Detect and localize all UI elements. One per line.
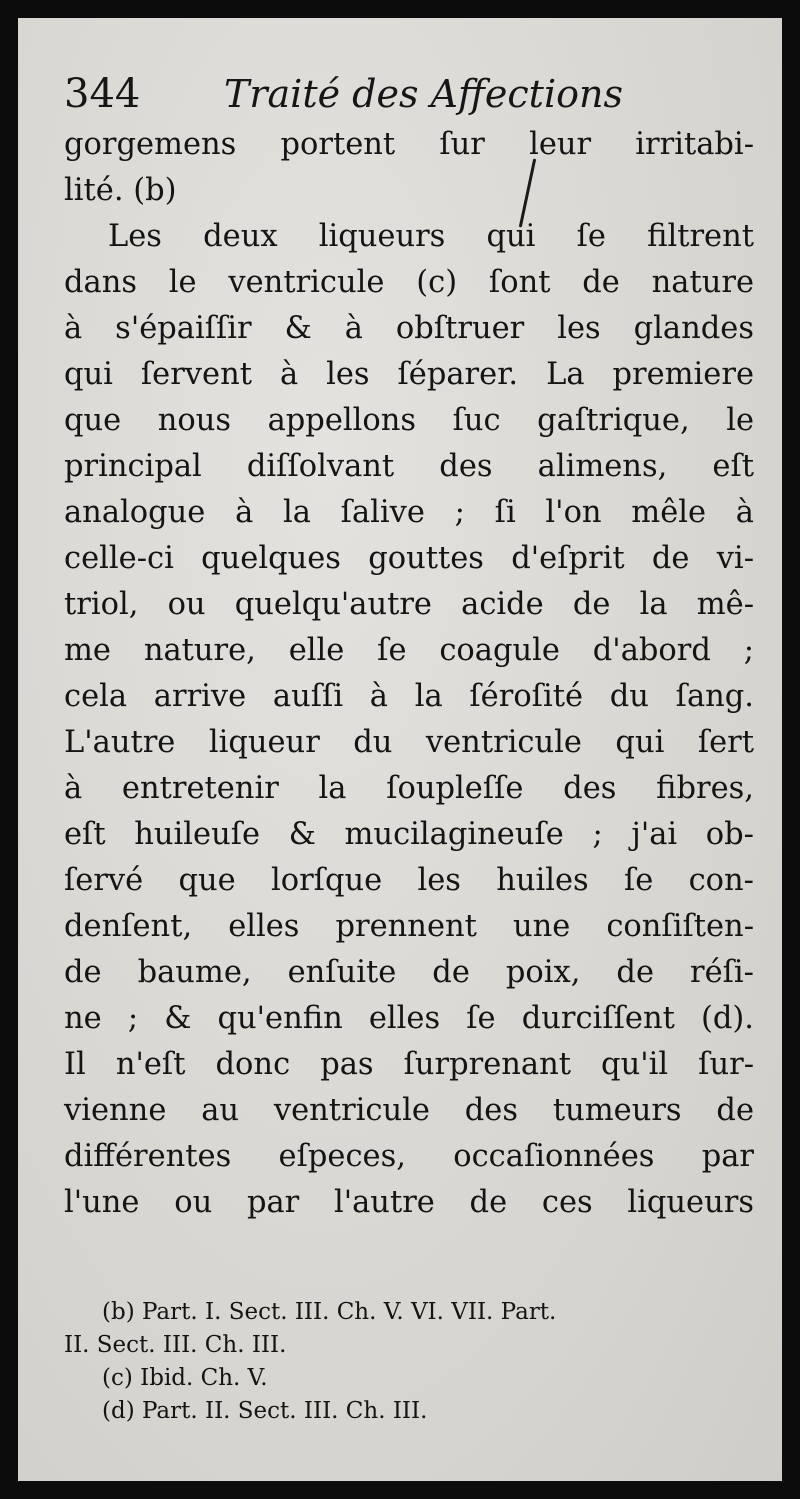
text-line: gorgemens portent ſur leur irritabi-	[64, 127, 754, 162]
text-line: dans le ventricule (c) ſont de nature	[64, 265, 754, 300]
text-line: celle-ci quelques gouttes d'eſprit de vi-	[64, 541, 754, 576]
text-line: triol, ou quelqu'autre acide de la mê-	[64, 587, 754, 622]
text-line: ne ; & qu'enfin elles ſe durciſſent (d).	[64, 1001, 754, 1036]
text-line: ſervé que lorſque les huiles ſe con-	[64, 863, 754, 898]
text-line: L'autre liqueur du ventricule qui ſert	[64, 725, 754, 760]
page-header	[64, 66, 744, 126]
text-line: qui ſervent à les ſéparer. La premiere	[64, 357, 754, 392]
footnotes	[64, 1296, 754, 1428]
page-number: 344	[64, 71, 141, 117]
footnote-line: (d) Part. II. Sect. III. Ch. III.	[102, 1398, 428, 1424]
footnote-line: (c) Ibid. Ch. V.	[102, 1365, 268, 1391]
text-line: vienne au ventricule des tumeurs de	[64, 1093, 754, 1128]
text-line: denſent, elles prennent une conſiſten-	[64, 909, 754, 944]
text-line: à entretenir la ſoupleſſe des fibres,	[64, 771, 754, 806]
text-line: cela arrive auſſi à la ſéroſité du ſang.	[64, 679, 754, 714]
text-line: me nature, elle ſe coagule d'abord ;	[64, 633, 754, 668]
text-line: Il n'eſt donc pas ſurprenant qu'il ſur-	[64, 1047, 754, 1082]
text-line: lité. (b)	[64, 173, 177, 208]
text-line: l'une ou par l'autre de ces liqueurs	[64, 1185, 754, 1220]
footnote-line: (b) Part. I. Sect. III. Ch. V. VI. VII. Part.	[102, 1299, 557, 1325]
body-text	[64, 122, 754, 1226]
text-line: différentes eſpeces, occaſionnées par	[64, 1139, 754, 1174]
running-title: Traité des Affections	[224, 72, 623, 116]
text-line: que nous appellons ſuc gaſtrique, le	[64, 403, 754, 438]
text-line: analogue à la ſalive ; ſi l'on mêle à	[64, 495, 754, 530]
text-line: à s'épaiſſir & à obſtruer les glandes	[64, 311, 754, 346]
text-line: de baume, enſuite de poix, de réſi-	[64, 955, 754, 990]
text-line: eſt huileuſe & mucilagineuſe ; j'ai ob-	[64, 817, 754, 852]
footnote-line: II. Sect. III. Ch. III.	[64, 1332, 287, 1358]
text-line: Les deux liqueurs qui ſe filtrent	[108, 219, 754, 254]
book-page	[18, 18, 782, 1481]
text-line: principal diſſolvant des alimens, eſt	[64, 449, 754, 484]
